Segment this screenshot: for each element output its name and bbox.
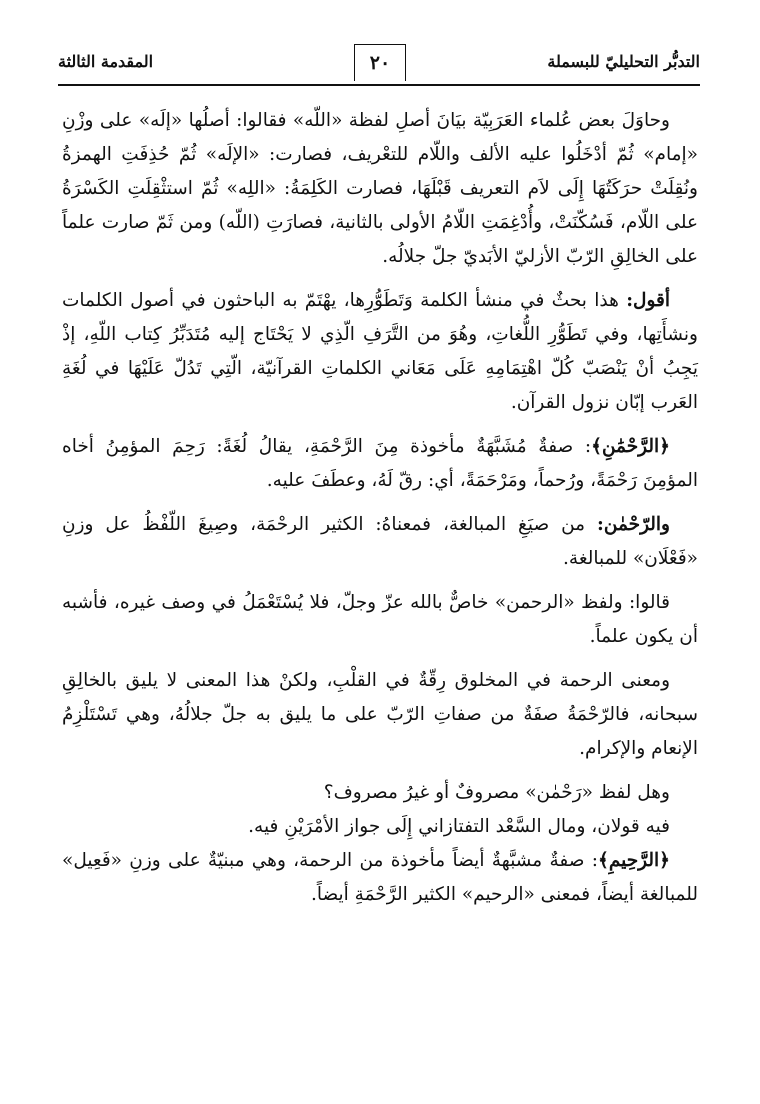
paragraph-rahman-definition <box>62 430 698 498</box>
paragraph-text: هذا بحثٌ في منشأ الكلمة وَتَطَوُّرِها، يهْتَمّ به الباحثون في أصول الكلمات ونشأَتِها، وفي تَطَوُّرِ اللُّغاتِ، وهُوَ من التَّرَفِ الّذِي لا يَحْتَاج إليه مُتَدَبِّرُ كِتاب اللّهِ، إذْ يَجِبُ أنْ يَنْصَبّ كُلّ اهْتِمَامِهِ عَلَى مَعَاني الكلماتِ القرآنيّة، الّتِي تَدُلّ عَلَيْهَا في لُغَةِ العَرب إبّان نزول القرآن. <box>62 290 698 413</box>
line-text: فيه قولان، ومال السَّعْد التفتازاني إِلَى جواز الأمْرَيْنِ فيه. <box>248 816 670 837</box>
line-declension-answer <box>62 810 698 844</box>
paragraph-origin-of-word <box>62 104 698 274</box>
paragraph-lead: أقول: <box>626 290 670 311</box>
page-number: ٢٠ <box>354 44 406 81</box>
paragraph-mercy-meaning <box>62 664 698 766</box>
paragraph-rahim-definition <box>62 844 698 912</box>
line-declension-question <box>62 776 698 810</box>
book-title: التدبُّر التحليليّ للبسملة <box>547 52 700 71</box>
quranic-term-rahim: ﴿الرَّحِيمِ﴾ <box>598 850 670 871</box>
section-title: المقدمة الثالثة <box>58 52 154 71</box>
paragraph-text: قالوا: ولفظ «الرحمن» خاصٌّ بالله عزّ وجلّ، فلا يُسْتَعْمَلُ في وصف غيره، فأشبه أن يكون علماً. <box>62 592 698 647</box>
paragraph-lead: والرّحْمٰن: <box>597 514 670 535</box>
line-text: : صفةٌ مشبَّهةٌ أيضاً مأخوذة من الرحمة، وهي مبنيّةٌ على وزنِ «فَعِيل» للمبالغة أيضاً، فمعنى «الرحيم» الكثير الرَّحْمَةِ أيضاً. <box>62 850 698 905</box>
paragraph-text: : صفةٌ مُشَبَّهَةٌ مأخوذة مِنَ الرَّحْمَةِ، يقالُ لُغَةً: رَحِمَ المؤمِنُ أخاه المؤمِنَ رَحْمَةً، ورُحماً، ومَرْحَمَةً، أي: رقّ لَهُ، وعطَفَ عليه. <box>62 436 698 491</box>
paragraph-text: من صيَغِ المبالغة، فمعناهُ: الكثير الرحْمَة، وصِيغَ اللّفْظُ عل وزنِ «فَعْلَان» للمبالغة. <box>62 514 698 569</box>
page-body <box>62 104 698 912</box>
paragraph-text: وحاوَلَ بعض عُلماء العَرَبِيّة بيَانَ أصلِ لفظة «اللّه» فقالوا: أصلُها «إلَه» على وزْنِ «إمام» ثُمّ أدْخَلُوا عليه الألف واللّام للتعْريف، فصارت: «الإلَه» ثُمّ حُذِفَتِ الهمزةُ ونُقِلَتْ حرَكَتُهَا إِلَى لاَم التعريف قَبْلَهَا، فصارت الكَلِمَةُ: «اللِه» ثُمّ استثْقِلَتِ الكَسْرَةُ على اللّام، فَسُكّنَتْ، وأُدْغِمَتِ اللّامُ الأولى بالثانية، فصارَتِ (اللّه) ومن ثَمّ صارت علماً على الخالِقِ الرّبّ الأزليّ الأبَديّ جلّ جلالُه. <box>62 110 698 267</box>
line-text: وهل لفظ «رَحْمٰن» مصروفٌ أو غيرُ مصروف؟ <box>323 782 670 803</box>
paragraph-author-comment <box>62 284 698 420</box>
paragraph-text: ومعنى الرحمة في المخلوق رِقّةٌ في القلْبِ، ولكنْ هذا المعنى لا يليق بالخالِقِ سبحانه، فالرّحْمَةُ صفَةٌ من صفاتِ الرّبّ على ما يليق به جلّ جلالُهُ، وهي تَسْتَلْزِمُ الإنعام والإكرام. <box>62 670 698 759</box>
paragraph-rahman-form <box>62 508 698 576</box>
quranic-term-rahman: ﴿الرَّحْمَٰنِ﴾ <box>591 436 670 457</box>
paragraph-rahman-exclusive <box>62 586 698 654</box>
page-header <box>58 40 700 86</box>
